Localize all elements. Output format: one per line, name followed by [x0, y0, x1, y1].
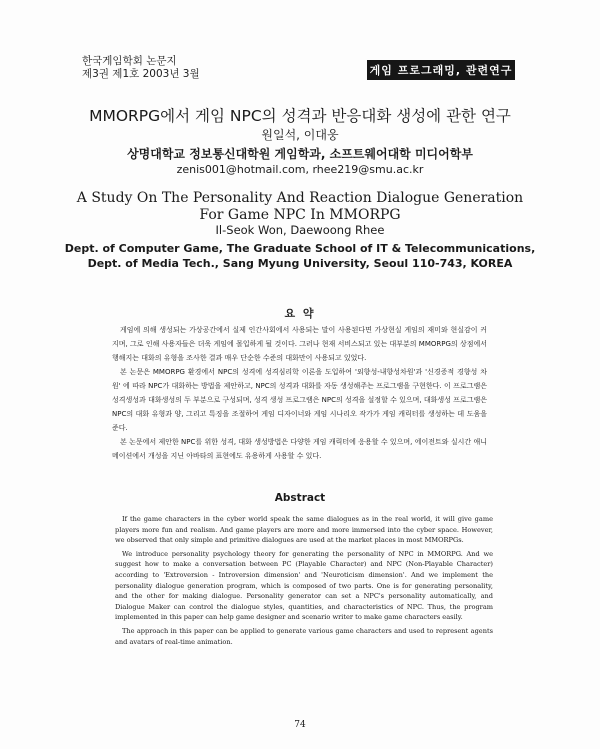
- page-number: 74: [294, 720, 306, 730]
- affiliation-korean: 상명대학교 정보통신대학원 게임학과, 소프트웨어대학 미디어학부: [127, 147, 473, 161]
- abstract-korean-paragraph-1: 게임에 의해 생성되는 가상공간에서 실제 인간사회에서 사용되는 말이 사용된다면 가상현실 게임의 재미와 현실감이 커지며, 그로 인해 사용자들은 더욱 게임에 몰입하게 될 것이다. 그러나 현재 서비스되고 있는 대부분의 MMORPG의 상점에서 행해지는 대화의 유형을 조사한 결과 매우 단순한 수준의 대화만이 사용되고 있었다.: [112, 326, 487, 362]
- abstract-korean-body: [112, 323, 487, 463]
- journal-issue: 제3권 제1호 2003년 3월: [82, 68, 200, 80]
- authors-korean: 원일석, 이대웅: [261, 128, 339, 142]
- authors-english: Il-Seok Won, Daewoong Rhee: [215, 223, 385, 237]
- title-english-line-1: A Study On The Personality And Reaction Dialogue Generation: [76, 190, 524, 206]
- journal-name: 한국게임학회 논문지: [82, 55, 177, 67]
- abstract-english-paragraph-3: The approach in this paper can be applied to generate various game characters and used to represent agents and avatars of real-time animation.: [115, 626, 493, 646]
- abstract-korean-paragraph-3: 본 논문에서 제안한 NPC를 위한 성격, 대화 생성방법은 다양한 게임 캐릭터에 응용할 수 있으며, 에이전트와 실시간 애니메이션에서 개성을 지닌 아바타의 표현에도 유용하게 사용할 수 있다.: [112, 438, 487, 460]
- journal-info: [82, 55, 200, 81]
- author-emails: zenis001@hotmail.com, rhee219@smu.ac.kr: [176, 163, 424, 176]
- abstract-korean-heading: 요 약: [284, 307, 316, 320]
- abstract-english-body: [115, 514, 493, 650]
- title-english-line-2: For Game NPC In MMORPG: [199, 207, 401, 223]
- affiliation-english: [0, 241, 600, 271]
- affiliation-english-line-1: Dept. of Computer Game, The Graduate School of IT & Telecommunications,: [64, 242, 536, 255]
- section-badge: 게임 프로그래밍, 관련연구: [367, 60, 515, 80]
- abstract-english-heading: Abstract: [274, 492, 326, 504]
- abstract-english-paragraph-1: If the game characters in the cyber world speak the same dialogues as in the real world, it will give game players more fun and realism. And game players are more and more immersed into the cyber space. However, we observed that only simple and primitive dialogues are used at the market places in most MMORPGs.: [115, 515, 493, 545]
- abstract-korean-paragraph-2: 본 논문은 MMORPG 환경에서 NPC의 성격에 성격심리학 이론을 도입하여 '외향성-내향성차원'과 '신경증적 경향성 차원' 에 따라 NPC가 대화하는 방법을 제안하고, NPC의 성격과 대화를 자동 생성해주는 프로그램을 구현한다. 이 프로그램은 성격생성과 대화생성의 두 부분으로 구성되며, 성격 생성 프로그램은 NPC의 성격을 설정할 수 있으며, 대화생성 프로그램은 NPC의 대화 유형과 양, 그리고 특징을 조절하여 게임 디자이너와 게임 시나리오 작가가 게임 캐릭터를 생성하는 데 도움을 준다.: [112, 368, 487, 432]
- paper-title-korean: MMORPG에서 게임 NPC의 성격과 반응대화 생성에 관한 연구: [89, 107, 511, 125]
- paper-title-english: [0, 190, 600, 224]
- affiliation-english-line-2: Dept. of Media Tech., Sang Myung University, Seoul 110-743, KOREA: [87, 257, 513, 270]
- abstract-english-paragraph-2: We introduce personality psychology theory for generating the personality of NPC in MMORPG. And we suggest how to make a conversation between PC (Playable Character) and NPC (Non-Playable Character) according to 'Extroversion - Introversion dimension' and 'Neuroticism dimension'. And we implement the personality dialogue generation program, which is composed of two parts. One is for generating personality, and the other for making dialogue. Personality generator can set a NPC's personality automatically, and Dialogue Maker can control the dialogue styles, quantities, and characteristics of NPC. Thus, the program implemented in this paper can help game designer and scenario writer to make game characters easily.: [115, 549, 493, 622]
